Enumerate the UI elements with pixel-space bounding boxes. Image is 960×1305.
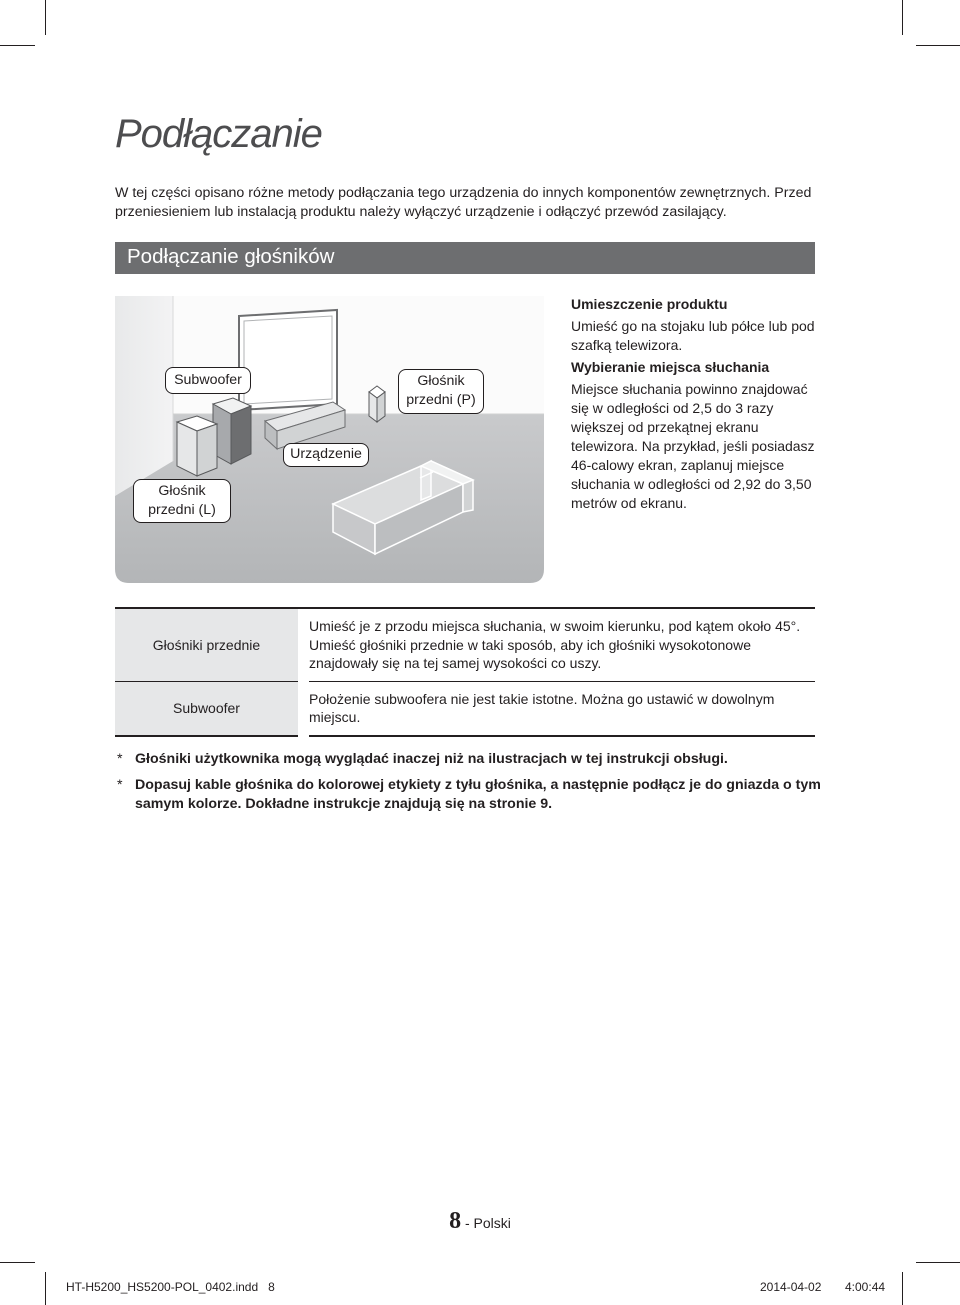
table-row-label: Subwoofer	[115, 681, 298, 736]
speaker-placement-illustration	[115, 296, 544, 583]
label-front-right: Głośnik przedni (P)	[398, 369, 484, 414]
note-bullet: *	[117, 751, 123, 767]
placement-heading: Umieszczenie produktu	[571, 296, 728, 312]
page-title: Podłączanie	[115, 112, 322, 156]
crop-mark	[902, 0, 903, 35]
label-device: Urządzenie	[283, 443, 369, 467]
page-language: - Polski	[461, 1215, 511, 1231]
label-subwoofer: Subwoofer	[165, 367, 251, 394]
room-drawing	[115, 296, 544, 583]
crop-mark	[916, 45, 960, 46]
intro-paragraph: W tej części opisano różne metody podłączania tego urządzenia do innych komponentów zewnętrznych. Przed przeniesieniem lub instalacją produktu należy wyłączyć urządzenie i odłączyć przewód zasilający.	[115, 185, 812, 220]
note-text: Dopasuj kable głośnika do kolorowej etykiety z tyłu głośnika, a następnie podłącz je do gniazda o tym samym kolorze. Dokładne instrukcje znajdują się na stronie 9.	[135, 777, 821, 812]
table-row-label: Głośniki przednie	[115, 608, 298, 681]
table-row-desc: Umieść je z przodu miejsca słuchania, w swoim kierunku, pod kątem około 45°. Umieść głośniki przednie w taki sposób, aby ich głośniki wysokotonowe znajdowały się na tej samej wysokości co uszy.	[309, 608, 815, 681]
note-item	[117, 776, 821, 816]
page-number	[0, 1208, 960, 1235]
placement-instructions	[571, 295, 821, 513]
crop-mark	[0, 45, 35, 46]
crop-mark	[902, 1272, 903, 1305]
label-front-left: Głośnik przedni (L)	[133, 479, 231, 523]
note-text: Głośniki użytkownika mogą wyglądać inaczej niż na ilustracjach w tej instrukcji obsługi.	[135, 751, 728, 767]
crop-mark	[45, 0, 46, 35]
note-item	[117, 750, 817, 770]
table-row	[115, 608, 815, 681]
crop-mark	[45, 1272, 46, 1305]
footer-time: 4:00:44	[845, 1280, 886, 1294]
table-row	[115, 681, 815, 736]
crop-mark	[916, 1262, 960, 1263]
footer-date: 2014-04-02	[760, 1280, 822, 1294]
crop-mark	[0, 1262, 35, 1263]
section-heading: Podłączanie głośników	[127, 245, 335, 268]
speaker-table	[115, 607, 815, 737]
note-bullet: *	[117, 777, 123, 793]
listening-heading: Wybieranie miejsca słuchania	[571, 359, 770, 375]
listening-text: Miejsce słuchania powinno znajdować się w odległości od 2,5 do 3 razy większej od przekątnej ekranu telewizora. Na przykład, jeśli posiadasz 46-calowy ekran, zaplanuj miejsce słuchania w odległości od 2,92 do 3,50 metrów od ekranu.	[571, 381, 815, 511]
placement-text: Umieść go na stojaku lub półce lub pod szafką telewizora.	[571, 318, 815, 353]
table-row-desc: Położenie subwoofera nie jest takie istotne. Można go ustawić w dowolnym miejscu.	[309, 681, 815, 736]
section-heading-bar	[115, 242, 815, 274]
page-number-value: 8	[449, 1208, 462, 1234]
footer-file: HT-H5200_HS5200-POL_0402.indd 8	[66, 1280, 275, 1294]
